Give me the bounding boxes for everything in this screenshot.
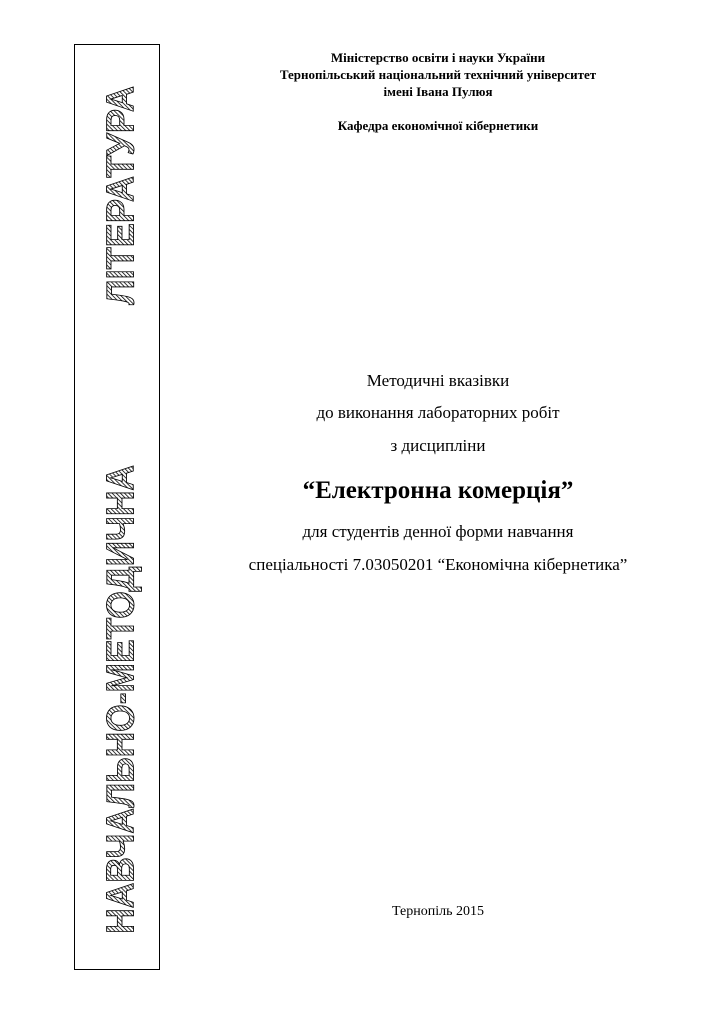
discipline-line: з дисципліни bbox=[390, 436, 486, 455]
side-band-graphic bbox=[75, 45, 159, 969]
specialty-line: спеціальності 7.03050201 “Економічна кібернетика” bbox=[248, 555, 628, 574]
named-after-line: імені Івана Пулюя bbox=[383, 84, 493, 99]
side-text-top: ЛІТЕРАТУРА bbox=[99, 68, 143, 305]
guidelines-line: Методичні вказівки bbox=[366, 371, 510, 390]
side-text-bottom: НАВЧАЛЬНО-МЕТОДИЧНА bbox=[99, 416, 143, 934]
department-line: Кафедра економічної кібернетики bbox=[337, 118, 539, 133]
lab-work-line: до виконання лабораторних робіт bbox=[316, 403, 560, 422]
side-band bbox=[74, 44, 160, 970]
ministry-line: Міністерство освіти і науки України bbox=[330, 50, 546, 65]
university-line: Тернопільський національний технічний університет bbox=[279, 67, 597, 82]
course-title: “Електронна комерція” bbox=[302, 477, 574, 504]
students-line: для студентів денної форми навчання bbox=[302, 522, 574, 541]
city-year: Тернопіль 2015 bbox=[392, 904, 484, 919]
